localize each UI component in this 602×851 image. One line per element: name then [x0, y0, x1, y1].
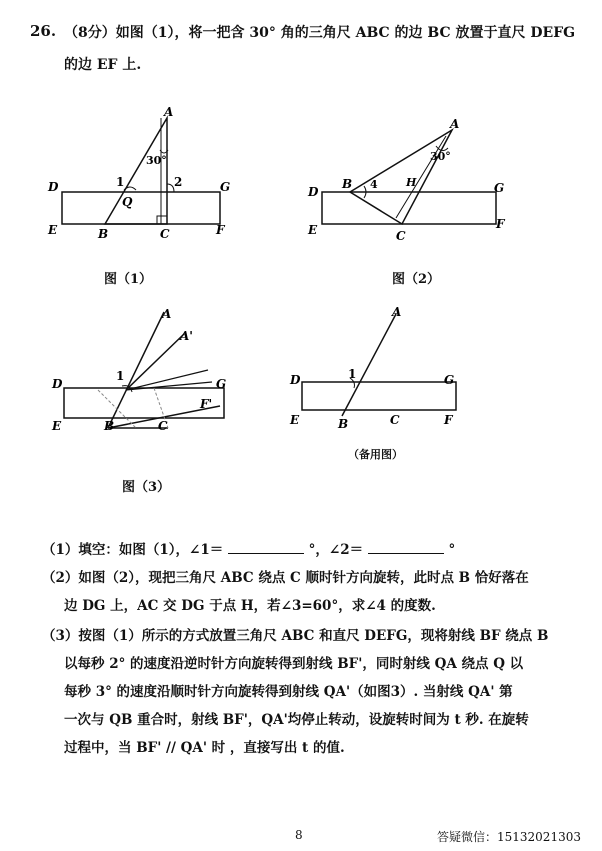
label-4: 4 — [370, 178, 378, 191]
ray-QA — [342, 314, 396, 416]
right-angle-mark — [157, 216, 167, 224]
figure-2-caption: 图（2） — [392, 272, 441, 287]
part-1-mid: °，∠2＝ — [308, 542, 364, 558]
question-number: 26. — [30, 22, 57, 40]
label-1: 1 — [348, 367, 357, 381]
label-D: D — [290, 373, 301, 387]
part-3-line-3: 每秒 3° 的速度沿顺时针方向旋转得到射线 QA'（如图3）. 当射线 QA' 第 — [64, 684, 513, 700]
part-1-suffix: ° — [448, 542, 456, 558]
label-B: B — [338, 417, 349, 431]
question-stem-line-2: 的边 EF 上. — [64, 57, 142, 73]
angle-2-arc — [167, 184, 174, 192]
label-A: A — [450, 117, 460, 131]
label-C: C — [158, 419, 168, 433]
ray-QA-extra-2 — [126, 382, 212, 390]
label-1: 1 — [116, 369, 125, 383]
label-D: D — [52, 377, 63, 391]
label-2: 2 — [174, 175, 183, 189]
figure-4-caption: （备用图） — [348, 448, 403, 461]
label-F: F — [216, 223, 225, 237]
figure-2-diagram — [300, 110, 510, 250]
part-3-line-4: 一次与 QB 重合时，射线 BF'，QA'均停止转动，设旋转时间为 t 秒. 在旋转 — [64, 712, 529, 728]
part-3-line-1: （3）按图（1）所示的方式放置三角尺 ABC 和直尺 DEFG，现将射线 BF 绕点 B — [42, 628, 549, 644]
label-A-prime: A' — [180, 329, 193, 343]
label-30: 30° — [146, 154, 167, 167]
label-F: F — [444, 413, 453, 427]
part-3-line-2: 以每秒 2° 的速度沿逆时针方向旋转得到射线 BF'，同时射线 QA 绕点 Q 以 — [64, 656, 524, 672]
figure-3-caption: 图（3） — [122, 480, 171, 495]
answer-blank-2[interactable] — [368, 541, 444, 554]
label-G: G — [444, 373, 455, 387]
label-A: A — [164, 105, 174, 119]
label-30: 30° — [430, 150, 451, 163]
label-A: A — [162, 307, 172, 321]
figure-3-diagram — [44, 300, 244, 440]
label-B: B — [98, 227, 109, 241]
label-G: G — [494, 181, 505, 195]
label-G: G — [216, 377, 227, 391]
label-F: F — [496, 217, 505, 231]
figure-1-diagram — [40, 100, 240, 250]
label-C: C — [396, 229, 406, 243]
triangle-abc — [105, 118, 167, 224]
ray-QA-prime — [126, 334, 184, 390]
label-B: B — [342, 177, 353, 191]
ruler-rect — [302, 382, 456, 410]
label-E: E — [308, 223, 318, 237]
part-1-prefix: （1）填空：如图（1），∠1＝ — [42, 542, 224, 558]
label-E: E — [52, 419, 62, 433]
contact-info: 答疑微信：15132021303 — [437, 830, 581, 844]
label-A: A — [392, 305, 402, 319]
label-D: D — [48, 180, 59, 194]
label-E: E — [290, 413, 300, 427]
label-B: B — [104, 419, 115, 433]
ruler-rect — [62, 192, 220, 224]
page-number: 8 — [295, 828, 303, 842]
label-1: 1 — [116, 175, 125, 189]
figure-1-caption: 图（1） — [104, 272, 153, 287]
label-E: E — [48, 223, 58, 237]
part-2-line-1: （2）如图（2），现把三角尺 ABC 绕点 C 顺时针方向旋转，此时点 B 恰好落在 — [42, 570, 529, 586]
label-C: C — [390, 413, 400, 427]
ray-QA-extra-1 — [126, 370, 208, 390]
label-F-prime: F' — [200, 397, 213, 411]
part-2-line-2: 边 DG 上，AC 交 DG 于点 H，若∠3=60°，求∠4 的度数. — [64, 598, 436, 614]
part-1 — [42, 538, 455, 558]
answer-blank-1[interactable] — [228, 541, 304, 554]
figure-4-diagram — [284, 300, 464, 440]
question-stem-line-1: （8分）如图（1），将一把含 30° 角的三角尺 ABC 的边 BC 放置于直尺 DEFG — [64, 25, 576, 41]
part-3-line-5: 过程中，当 BF' // QA' 时 ，直接写出 t 的值. — [64, 740, 345, 756]
label-D: D — [308, 185, 319, 199]
label-G: G — [220, 180, 231, 194]
label-Q: Q — [122, 195, 133, 209]
label-H: H — [406, 176, 417, 189]
label-C: C — [160, 227, 170, 241]
